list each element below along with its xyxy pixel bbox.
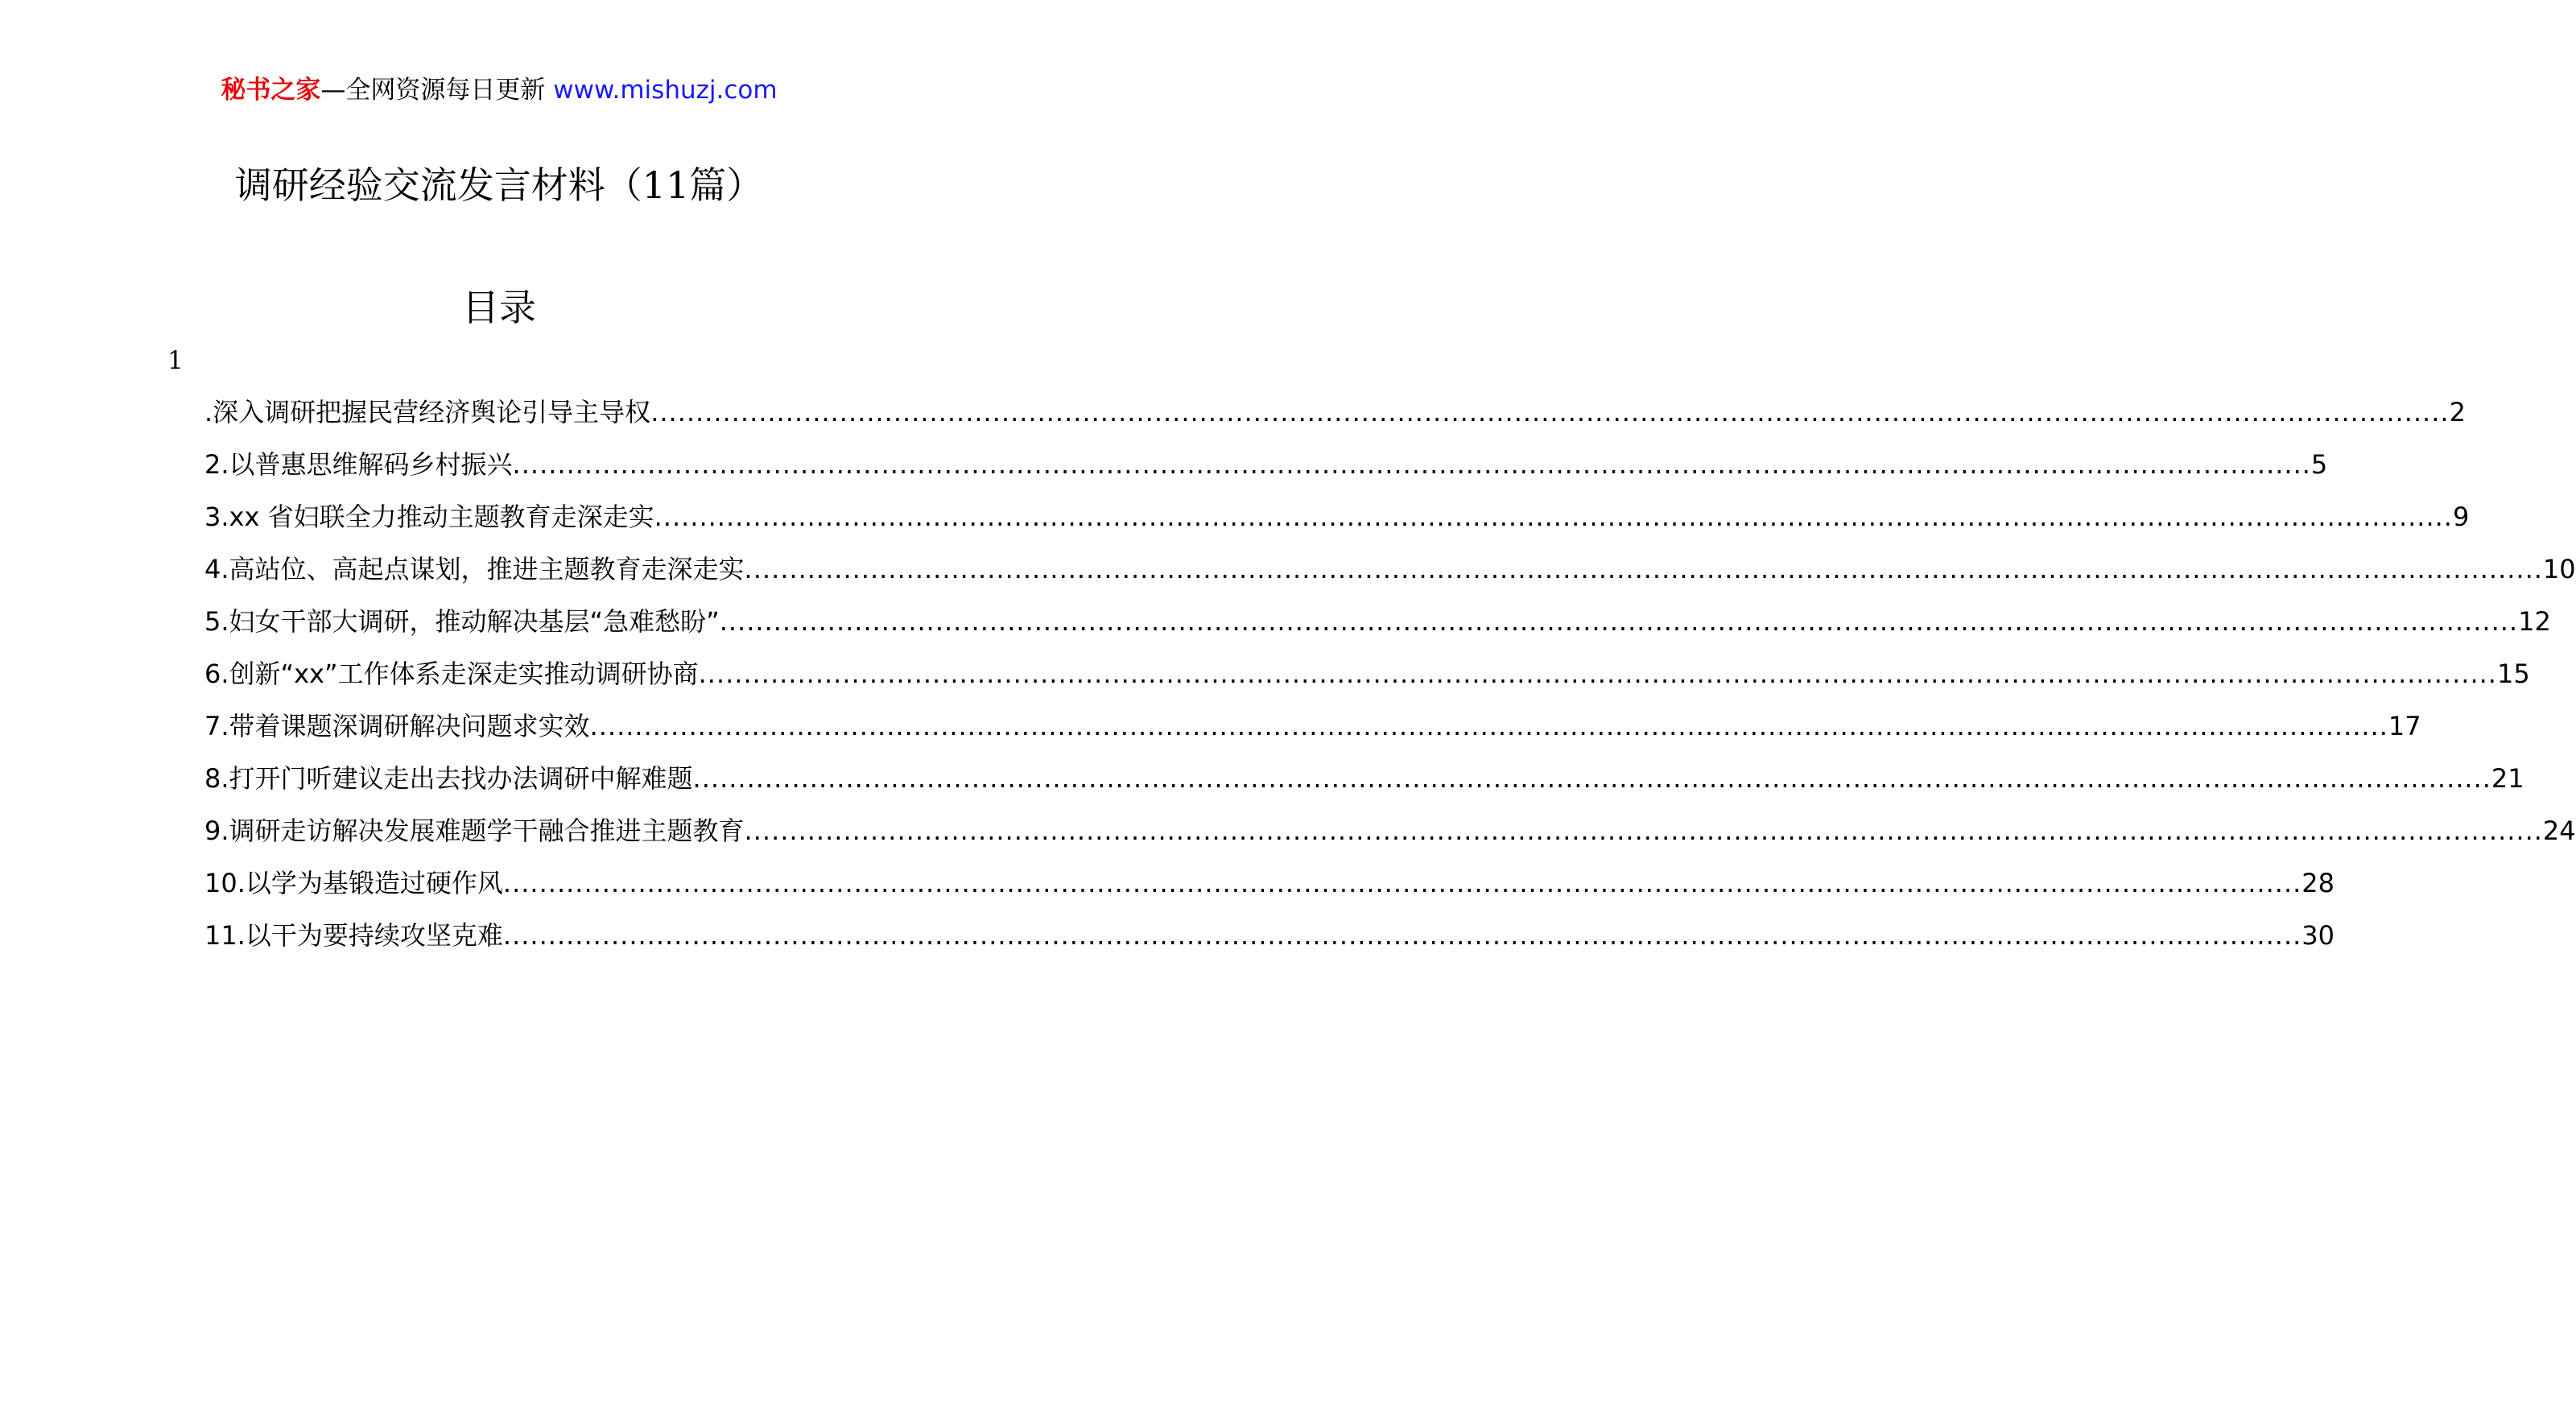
toc-entry-label: 9.调研走访解决发展难题学干融合推进主题教育 — [204, 815, 745, 846]
toc-entry[interactable] — [204, 815, 2576, 867]
toc-entry-page: 2 — [2449, 397, 2466, 427]
toc-dot-leader: ........................................................................................................................................................................................................ — [654, 502, 2453, 532]
title-suffix: 篇） — [689, 163, 764, 207]
toc-entry-page: 24 — [2542, 815, 2576, 846]
stray-number: 1 — [167, 346, 184, 375]
toc-entry-label: 4.高站位、高起点谋划，推进主题教育走深走实 — [204, 554, 745, 584]
toc-entry-page: 15 — [2496, 659, 2530, 689]
toc-dot-leader: ........................................................................................................................................................................................................ — [692, 763, 2491, 794]
toc-entry-label: 8.打开门听建议走出去找办法调研中解难题 — [204, 763, 693, 794]
toc-entry-page: 28 — [2301, 868, 2334, 898]
toc-dot-leader: ........................................................................................................................................................................................................ — [502, 868, 2302, 898]
toc-heading: 目录 — [462, 286, 536, 329]
toc-entry-label: 3.xx 省妇联全力推动主题教育走深走实 — [204, 502, 654, 532]
toc-dot-leader: ........................................................................................................................................................................................................ — [744, 815, 2543, 846]
toc-entry-page: 21 — [2491, 763, 2524, 794]
toc-entry[interactable] — [204, 762, 2524, 815]
toc-entry-label: 11.以干为要持续攻坚克难 — [204, 920, 503, 951]
toc-entry-page: 12 — [2518, 606, 2551, 637]
toc-entry-label: .深入调研把握民营经济舆论引导主导权 — [204, 397, 651, 427]
header-tagline: —全网资源每日更新 — [320, 76, 554, 105]
toc-entry[interactable] — [204, 553, 2576, 605]
document-title — [0, 161, 998, 209]
toc-entry-label: 5.妇女干部大调研，推动解决基层“急难愁盼” — [204, 606, 720, 637]
toc-dot-leader: ........................................................................................................................................................................................................ — [744, 554, 2543, 584]
toc-entry-page: 30 — [2301, 920, 2334, 951]
site-header — [0, 74, 998, 106]
toc-entry[interactable] — [204, 501, 2470, 553]
site-url-link[interactable]: www.mishuzj.com — [553, 76, 778, 105]
toc-entry-page: 10 — [2542, 554, 2576, 584]
title-count: 11 — [642, 163, 690, 207]
table-of-contents — [204, 396, 2576, 972]
toc-entry-page: 9 — [2452, 502, 2470, 532]
toc-entry[interactable] — [204, 396, 2466, 448]
toc-entry[interactable] — [204, 867, 2334, 919]
brand-name: 秘书之家 — [221, 76, 321, 105]
toc-dot-leader: ........................................................................................................................................................................................................ — [502, 920, 2302, 951]
toc-dot-leader: ........................................................................................................................................................................................................ — [512, 449, 2311, 480]
toc-entry[interactable] — [204, 448, 2328, 501]
toc-entry[interactable] — [204, 710, 2421, 762]
toc-dot-leader: ........................................................................................................................................................................................................ — [698, 659, 2497, 689]
toc-dot-leader: ........................................................................................................................................................................................................ — [719, 606, 2519, 637]
toc-entry-label: 2.以普惠思维解码乡村振兴 — [204, 449, 513, 480]
toc-dot-leader: ........................................................................................................................................................................................................ — [650, 397, 2450, 427]
title-prefix: 调研经验交流发言材料（ — [234, 163, 642, 207]
toc-entry-label: 10.以学为基锻造过硬作风 — [204, 868, 503, 898]
toc-entry-page: 17 — [2388, 711, 2421, 741]
toc-dot-leader: ........................................................................................................................................................................................................ — [589, 711, 2388, 741]
toc-entry[interactable] — [204, 919, 2334, 972]
toc-entry[interactable] — [204, 605, 2551, 658]
toc-entry-label: 7.带着课题深调研解决问题求实效 — [204, 711, 590, 741]
toc-entry-label: 6.创新“xx”工作体系走深走实推动调研协商 — [204, 659, 699, 689]
toc-entry-page: 5 — [2310, 449, 2328, 480]
toc-entry[interactable] — [204, 658, 2530, 710]
